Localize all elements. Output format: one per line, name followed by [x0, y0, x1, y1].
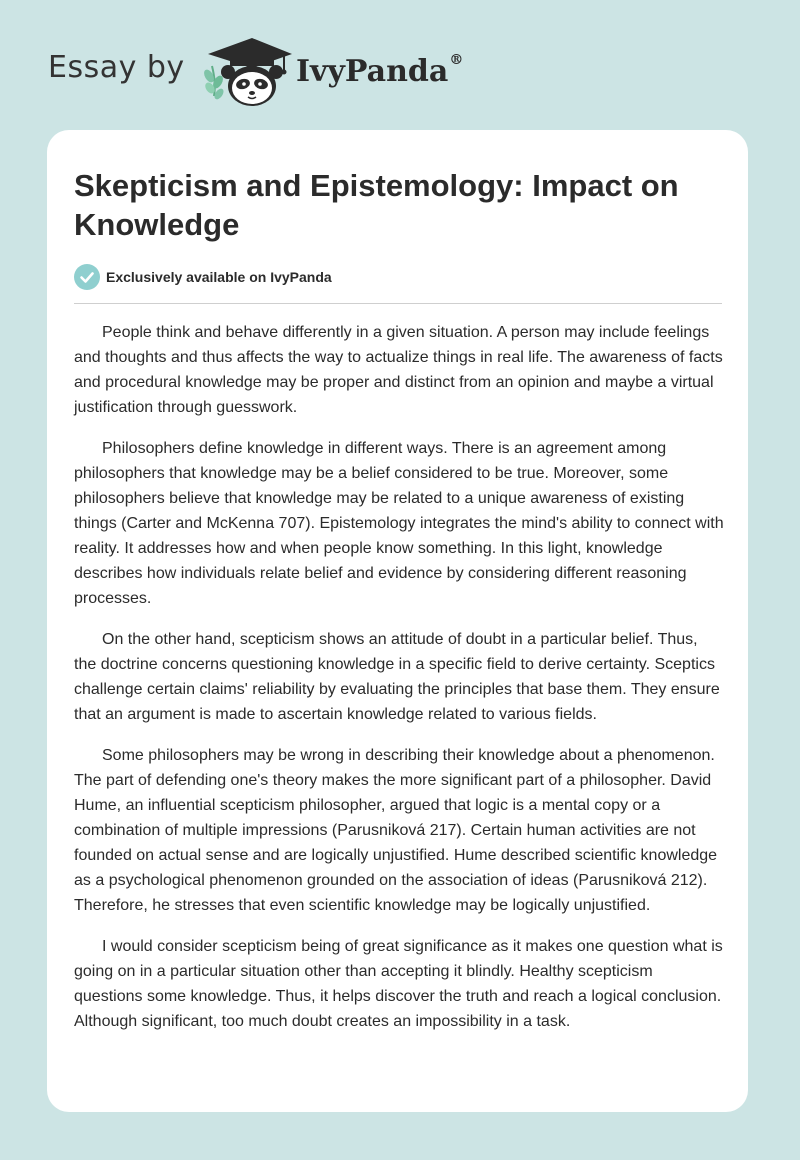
page-title: Skepticism and Epistemology: Impact on Knowledge: [74, 168, 679, 242]
exclusive-badge-text: Exclusively available on IvyPanda: [106, 269, 332, 285]
registered-mark: ®: [449, 52, 464, 68]
paragraph: People think and behave differently in a given situation. A person may include feelings and thoughts and thus affects the way to actualize things in real life. The awareness of facts and procedural knowledge may be proper and distinct from an opinion and maybe a virtual justification through guesswork.: [74, 324, 723, 416]
paragraph: Philosophers define knowledge in different ways. There is an agreement among philosophers that knowledge may be a belief considered to be true. Moreover, some philosophers believe that knowledge may be related to a unique awareness of existing things (Carter and McKenna 707). Epistemology integrates the mind's ability to connect with reality. It addresses how and when people know something. In this light, knowledge describes how individuals relate belief and evidence by considering different reasoning processes.: [74, 440, 724, 607]
paragraph: On the other hand, scepticism shows an attitude of doubt in a particular belief. Thus, the doctrine concerns questioning knowledge in a specific field to derive certainty. Sceptics challenge certain claims' reliability by evaluating the principles that base them. They ensure that an argument is made to ascertain knowledge related to various fields.: [74, 631, 720, 723]
site-header: [0, 0, 800, 130]
check-circle-icon: [74, 264, 100, 290]
essay-by-label: Essay by: [48, 50, 185, 85]
essay-card: [47, 130, 748, 1112]
divider: [74, 303, 722, 304]
essay-body: [74, 320, 724, 1050]
panda-graduate-icon[interactable]: [200, 36, 295, 108]
brand-name[interactable]: IvyPanda®: [296, 52, 464, 89]
paragraph: Some philosophers may be wrong in describing their knowledge about a phenomenon. The part of defending one's theory makes the more significant part of a philosopher. David Hume, an influential scepticism philosopher, argued that logic is a mental copy or a combination of multiple impressions (Parusniková 217). Certain human activities are not founded on actual sense and are logically unjustified. Hume described scientific knowledge as a psychological phenomenon grounded on the association of ideas (Parusniková 212). Therefore, he stresses that even scientific knowledge may be logically unjustified.: [74, 747, 718, 914]
paragraph: I would consider scepticism being of great significance as it makes one question what is going on in a particular situation other than accepting it blindly. Healthy scepticism questions some knowledge. Thus, it helps discover the truth and reach a logical conclusion. Although significant, too much doubt creates an impossibility in a task.: [74, 938, 723, 1030]
exclusive-badge: [74, 264, 332, 290]
